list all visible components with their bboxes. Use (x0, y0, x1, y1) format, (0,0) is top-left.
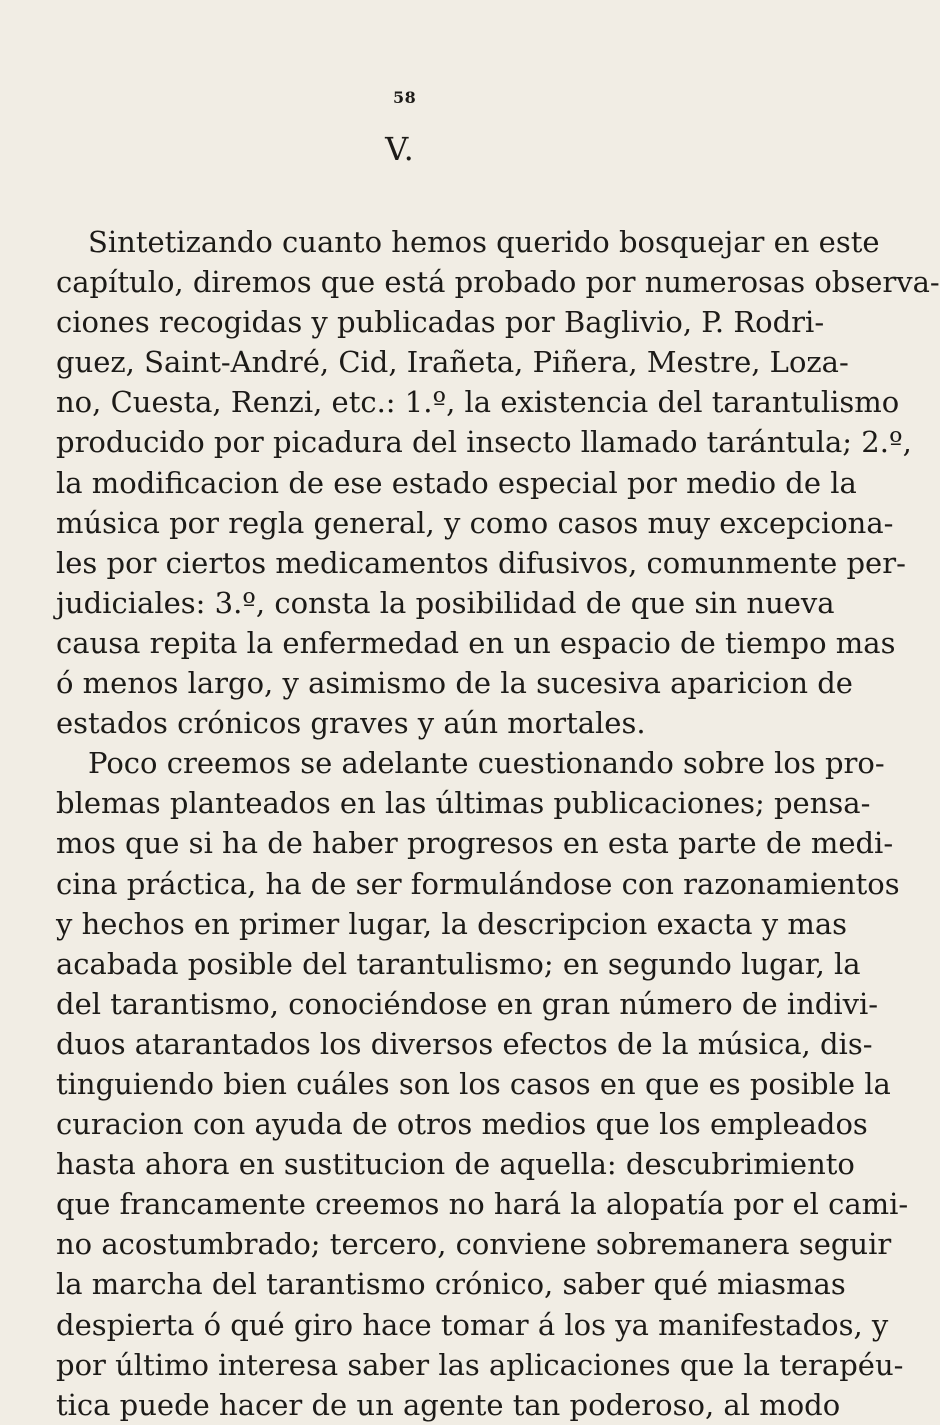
text-line: no acostumbrado; tercero, conviene sobremanera seguir (56, 1227, 892, 1262)
text-line: blemas planteados en las últimas publicaciones; pensa- (56, 786, 871, 821)
text-line: que francamente creemos no hará la alopatía por el cami- (56, 1187, 909, 1222)
text-line: y hechos en primer lugar, la descripcion exacta y mas (56, 906, 848, 941)
text-line: del tarantismo, conociéndose en gran número de indivi- (56, 986, 879, 1021)
text-line: ciones recogidas y publicadas por Baglivio, P. Rodri- (56, 305, 825, 340)
text-line: música por regla general, y como casos muy excepciona- (56, 505, 894, 540)
text-line: tica puede hacer de un agente tan poderoso, al modo (56, 1387, 841, 1422)
body-text (56, 222, 940, 1425)
text-line: tinguiendo bien cuáles son los casos en que es posible la (56, 1066, 891, 1101)
text-line: la marcha del tarantismo crónico, saber qué miasmas (56, 1267, 846, 1302)
text-line: duos atarantados los diversos efectos de la música, dis- (56, 1026, 873, 1061)
text-line: capítulo, diremos que está probado por numerosas observa- (56, 265, 940, 300)
text-line: hasta ahora en sustitucion de aquella: descubrimiento (56, 1147, 855, 1182)
text-line: la modificacion de ese estado especial por medio de la (56, 465, 857, 500)
section-heading: V. (385, 130, 415, 168)
text-line: cina práctica, ha de ser formulándose con razonamientos (56, 866, 900, 901)
text-line: despierta ó qué giro hace tomar á los ya manifestados, y (56, 1307, 889, 1342)
text-line: ó menos largo, y asimismo de la sucesiva aparicion de (56, 666, 853, 701)
text-line: mos que si ha de haber progresos en esta parte de medi- (56, 826, 894, 861)
text-line: les por ciertos medicamentos difusivos, comunmente per- (56, 545, 906, 580)
text-line: Poco creemos se adelante cuestionando sobre los pro- (88, 746, 885, 781)
text-line: por último interesa saber las aplicaciones que la terapéu- (56, 1347, 904, 1382)
text-line: Sintetizando cuanto hemos querido bosquejar en este (88, 225, 880, 259)
text-line: estados crónicos graves y aún mortales. (56, 706, 646, 741)
text-line: acabada posible del tarantulismo; en segundo lugar, la (56, 946, 861, 981)
page-number: 58 (393, 88, 417, 107)
text-line: producido por picadura del insecto llamado tarántula; 2.º, (56, 425, 912, 460)
text-line: no, Cuesta, Renzi, etc.: 1.º, la existencia del tarantulismo (56, 385, 900, 420)
text-line: judiciales: 3.º, consta la posibilidad de que sin nueva (56, 585, 835, 620)
text-line: curacion con ayuda de otros medios que los empleados (56, 1107, 868, 1142)
text-line: guez, Saint-André, Cid, Irañeta, Piñera, Mestre, Loza- (56, 345, 849, 380)
text-line: causa repita la enfermedad en un espacio de tiempo mas (56, 625, 896, 660)
